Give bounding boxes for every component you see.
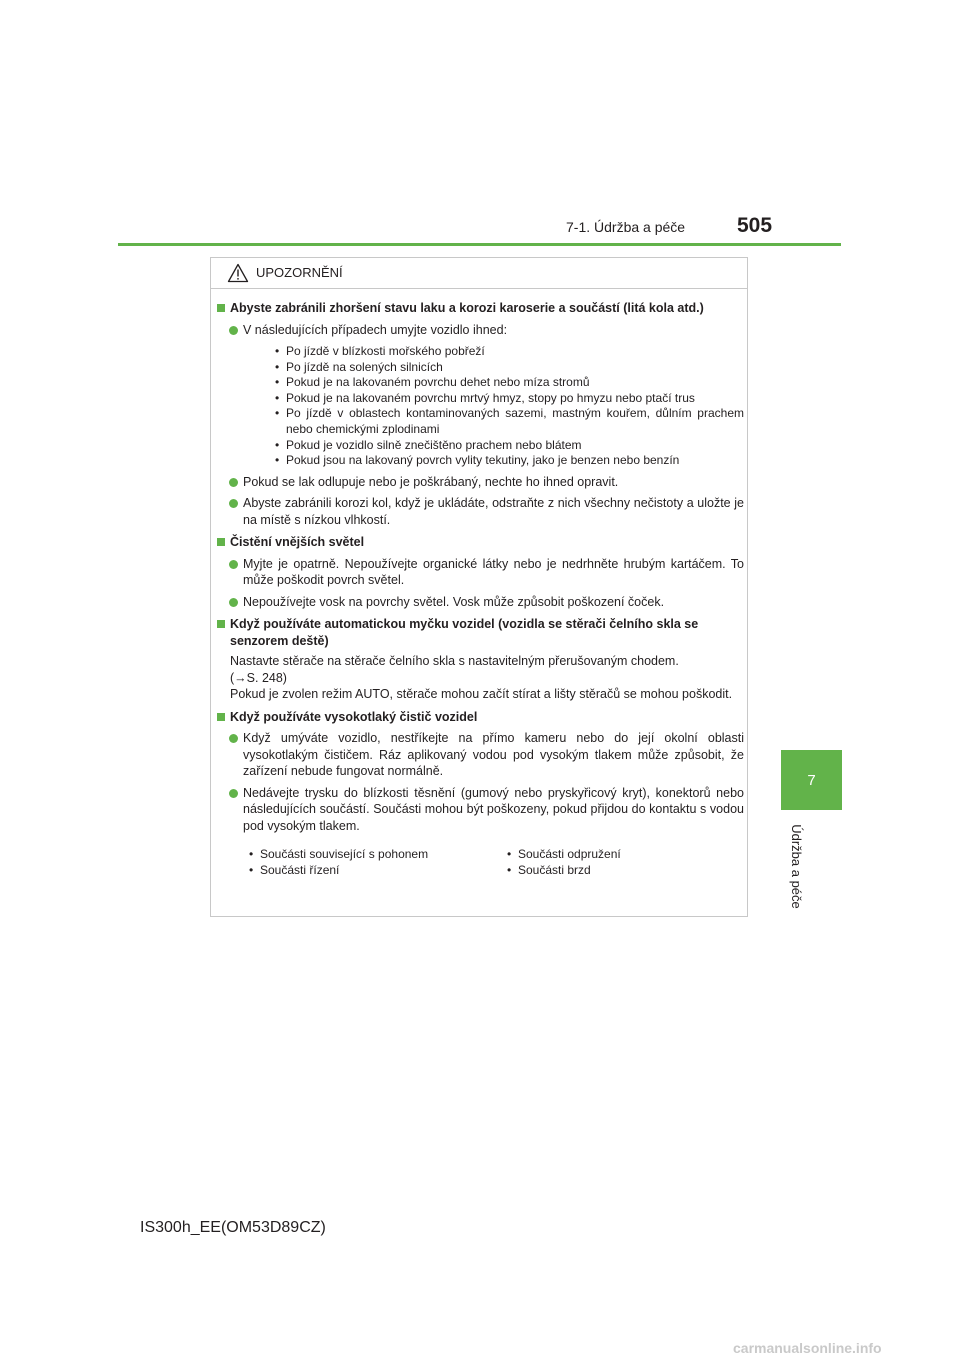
circle-bullet-icon (229, 560, 238, 569)
section-heading-text: Když používáte automatickou myčku vozidel (vozidla se stěrači čelního skla se senzorem deště) (230, 617, 699, 648)
paragraph-line: Nastavte stěrače na stěrače čelního skla s nastavitelným přerušovaným chodem. (230, 654, 679, 669)
chapter-tab[interactable] (781, 750, 842, 810)
square-bullet-icon (217, 713, 225, 721)
list-item-text: Abyste zabránili korozi kol, když je ukládáte, odstraňte z nich všechny nečistoty a uložte je na místě s nízkou vlhkostí. (243, 496, 744, 527)
warning-label: UPOZORNĚNÍ (256, 265, 343, 280)
chapter-number: 7 (807, 771, 816, 789)
list-item (217, 730, 744, 780)
watermark: carmanualsonline.info (733, 1340, 882, 1356)
section-heading-text: Abyste zabránili zhoršení stavu laku a korozi karoserie a součástí (litá kola atd.) (230, 301, 704, 315)
component-item: • Součásti odpružení (507, 847, 621, 862)
section-heading-text: Když používáte vysokotlaký čistič vozidel (230, 709, 478, 724)
square-bullet-icon (217, 538, 225, 546)
footer-model-code: IS300h_EE(OM53D89CZ) (140, 1219, 326, 1236)
list-item-text: Nepoužívejte vosk na povrchy světel. Vosk může způsobit poškození čoček. (243, 594, 665, 609)
list-item (217, 322, 744, 469)
list-item-text: V následujících případech umyjte vozidlo ihned: (243, 322, 508, 337)
list-item-text: Když umýváte vozidlo, nestříkejte na přímo kameru nebo do její okolní oblasti vysokotlakým čističem. Ráz aplikovaný vodou pod vysokým tlakem může způsobit, že zařízení nebude fungovat normálně. (243, 731, 744, 779)
list-item (217, 785, 744, 835)
sub-list-item: • Pokud je vozidlo silně znečištěno prachem nebo blátem (275, 437, 582, 452)
section-heading (217, 534, 744, 551)
list-item-text: Myjte je opatrně. Nepoužívejte organické látky nebo je nedrhněte hrubým kartáčem. To může poškodit povrch světel. (243, 556, 744, 588)
circle-bullet-icon (229, 326, 238, 335)
header-rule (118, 243, 841, 246)
chapter-title: Údržba a péče (788, 823, 804, 909)
sub-list-item: • Pokud je na lakovaném povrchu mrtvý hmyz, stopy po hmyzu nebo ptačí trus (275, 390, 695, 405)
page-number: 505 (737, 214, 773, 237)
circle-bullet-icon (229, 734, 238, 743)
sub-list-item: • Po jízdě v oblastech kontaminovaných sazemi, mastným kouřem, důlním prachem nebo chemickými zplodinami (275, 406, 744, 436)
section-heading (217, 709, 744, 726)
section-heading (217, 300, 744, 317)
sub-list-item: • Pokud je na lakovaném povrchu dehet nebo míza stromů (275, 375, 590, 390)
list-item-text: Pokud se lak odlupuje nebo je poškrábaný, nechte ho ihned opravit. (243, 474, 619, 489)
circle-bullet-icon (229, 789, 238, 798)
warning-body (217, 300, 744, 878)
component-item: • Součásti související s pohonem (249, 847, 429, 862)
page-reference[interactable]: (→S. 248) (230, 670, 287, 685)
chapter-side-label (781, 818, 811, 914)
circle-bullet-icon (229, 598, 238, 607)
sub-list (243, 344, 744, 469)
section-heading-text: Čistění vnějších světel (230, 535, 365, 550)
list-item (217, 474, 744, 491)
sub-list-item: • Pokud jsou na lakovaný povrch vylity tekutiny, jako je benzen nebo benzín (275, 453, 680, 468)
components-list (217, 846, 744, 878)
warning-header (211, 258, 747, 289)
component-item: • Součásti brzd (507, 863, 591, 878)
section-heading (217, 616, 744, 649)
component-item: • Součásti řízení (249, 863, 340, 878)
sub-list-item: • Po jízdě v blízkosti mořského pobřeží (275, 344, 485, 358)
circle-bullet-icon (229, 478, 238, 487)
warning-triangle-icon (227, 263, 249, 283)
square-bullet-icon (217, 620, 225, 628)
section-title: 7-1. Údržba a péče (566, 219, 686, 235)
paragraph-line: Pokud je zvolen režim AUTO, stěrače mohou začít stírat a lišty stěračů se mohou poškodit. (230, 687, 733, 702)
list-item (217, 495, 744, 528)
list-item-text: Nedávejte trysku do blízkosti těsnění (gumový nebo pryskyřicový kryt), konektorů nebo následujících součástí. Součásti mohou být poškozeny, pokud přijdou do kontaktu s vodou pod vysokým tlakem. (243, 785, 744, 833)
list-item (217, 556, 744, 589)
list-item (217, 594, 744, 611)
circle-bullet-icon (229, 499, 238, 508)
paragraph (217, 653, 744, 703)
sub-list-item: • Po jízdě na solených silnicích (275, 359, 443, 374)
square-bullet-icon (217, 304, 225, 312)
warning-box (210, 257, 748, 917)
